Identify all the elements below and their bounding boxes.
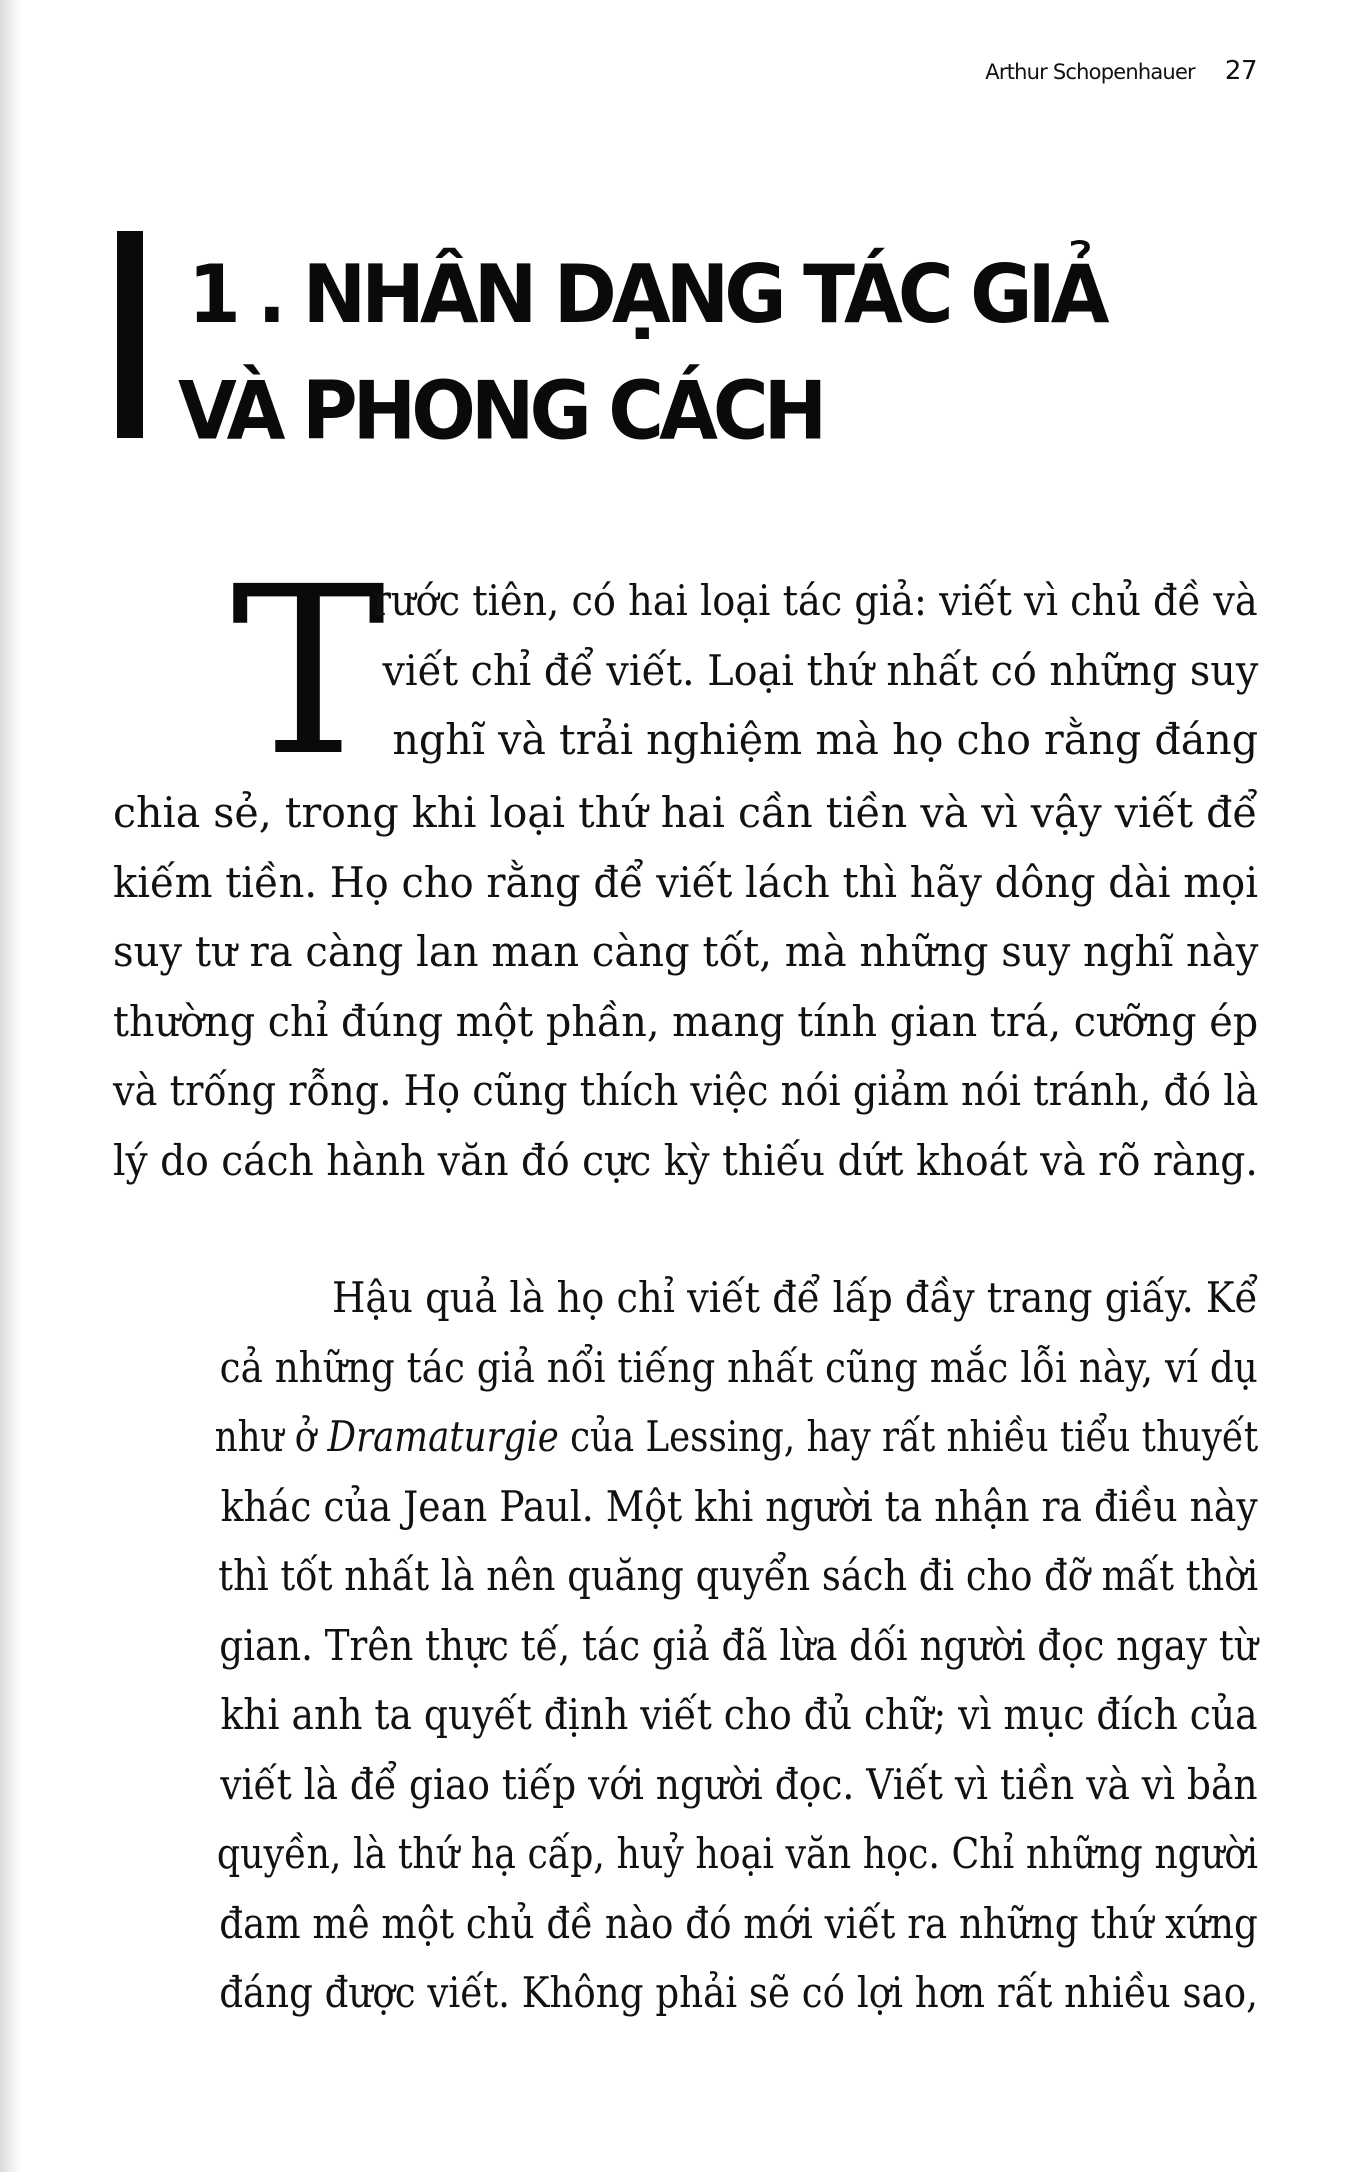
text-line: [113, 1402, 1258, 1472]
chapter-title-line-1: 1 . NHÂN DẠNG TÁC GIẢ: [188, 246, 1105, 341]
text-line: lý do cách hành văn đó cực kỳ thiếu dứt khoát và rõ ràng.: [113, 1135, 1258, 1185]
text-line: khác của Jean Paul. Một khi người ta nhận ra điều này: [220, 1481, 1258, 1531]
chapter-title-line-2: VÀ PHONG CÁCH: [178, 363, 823, 458]
text-line: rước tiên, có hai loại tác giả: viết vì chủ đề và: [372, 576, 1258, 625]
text-segment: như ở: [214, 1412, 328, 1461]
text-line: suy tư ra càng lan man càng tốt, mà những suy nghĩ này: [113, 927, 1259, 976]
running-header: [985, 56, 1257, 86]
text-line: đáng được viết. Không phải sẽ có lợi hơn rất nhiều sao,: [219, 1968, 1258, 2017]
paragraph-1: [113, 537, 1259, 1195]
text-segment: của Lessing, hay rất nhiều tiểu thuyết: [558, 1412, 1259, 1461]
text-line: đam mê một chủ đề nào đó mới viết ra những thứ xứng: [219, 1898, 1258, 1948]
page-number: 27: [1224, 56, 1257, 86]
text-line: thì tốt nhất là nên quăng quyển sách đi cho đỡ mất thời: [218, 1551, 1259, 1600]
chapter-title-bar: [117, 231, 143, 438]
text-line: viết là để giao tiếp với người đọc. Viết vì tiền và vì bản: [220, 1759, 1258, 1809]
paragraph-2: [113, 1263, 1258, 2028]
text-line: Hậu quả là họ chỉ viết để lấp đầy trang giấy. Kể: [331, 1273, 1259, 1322]
body-text: [113, 537, 1259, 2028]
scan-edge-shadow: [0, 0, 22, 2172]
text-line: quyền, là thứ hạ cấp, huỷ hoại văn học. Chỉ những người: [216, 1829, 1258, 1878]
text-line: gian. Trên thực tế, tác giả đã lừa dối người đọc ngay từ: [219, 1620, 1258, 1670]
work-title-italic: Dramaturgie: [327, 1412, 559, 1461]
text-line: kiếm tiền. Họ cho rằng để viết lách thì hãy dông dài mọi: [113, 857, 1258, 907]
drop-cap: T: [231, 537, 386, 807]
text-line: nghĩ và trải nghiệm mà họ cho rằng đáng: [392, 715, 1259, 764]
text-line: thường chỉ đúng một phần, mang tính gian trá, cưỡng ép: [113, 996, 1259, 1046]
text-line: chia sẻ, trong khi loại thứ hai cần tiền và vì vậy viết để: [113, 788, 1258, 837]
text-line: viết chỉ để viết. Loại thứ nhất có những suy: [382, 645, 1259, 695]
text-line: cả những tác giả nổi tiếng nhất cũng mắc lỗi này, ví dụ: [219, 1342, 1258, 1392]
text-line: khi anh ta quyết định viết cho đủ chữ; vì mục đích của: [220, 1690, 1258, 1739]
running-header-author: Arthur Schopenhauer: [985, 60, 1195, 84]
text-line: và trống rỗng. Họ cũng thích việc nói giảm nói tránh, đó là: [113, 1066, 1259, 1115]
chapter-title: [178, 236, 1178, 469]
